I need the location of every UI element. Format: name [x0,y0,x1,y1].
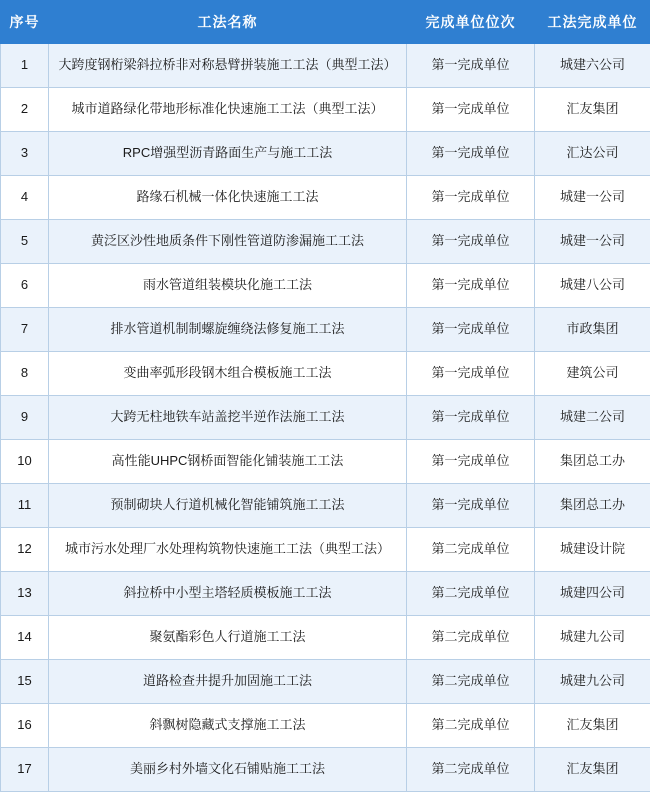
cell-name: RPC增强型沥青路面生产与施工工法 [49,132,407,176]
cell-rank: 第一完成单位 [407,176,535,220]
cell-name: 变曲率弧形段钢木组合模板施工工法 [49,352,407,396]
cell-rank: 第一完成单位 [407,44,535,88]
cell-unit: 市政集团 [535,308,650,352]
cell-seq: 11 [1,484,49,528]
cell-rank: 第二完成单位 [407,572,535,616]
cell-name: 道路检查井提升加固施工工法 [49,660,407,704]
table-row [1,396,650,440]
cell-rank: 第一完成单位 [407,440,535,484]
cell-unit: 城建一公司 [535,220,650,264]
cell-unit: 城建二公司 [535,396,650,440]
table-row [1,704,650,748]
cell-seq: 7 [1,308,49,352]
cell-rank: 第二完成单位 [407,616,535,660]
cell-rank: 第一完成单位 [407,264,535,308]
cell-name: 斜拉桥中小型主塔轻质模板施工工法 [49,572,407,616]
cell-seq: 3 [1,132,49,176]
cell-seq: 5 [1,220,49,264]
cell-rank: 第二完成单位 [407,660,535,704]
table-row [1,440,650,484]
cell-seq: 2 [1,88,49,132]
table-row [1,176,650,220]
cell-unit: 汇达公司 [535,132,650,176]
cell-unit: 城建九公司 [535,660,650,704]
cell-seq: 16 [1,704,49,748]
column-header-seq: 序号 [1,1,49,44]
cell-name: 聚氨酯彩色人行道施工工法 [49,616,407,660]
column-header-name: 工法名称 [49,1,407,44]
cell-unit: 集团总工办 [535,440,650,484]
cell-name: 预制砌块人行道机械化智能铺筑施工工法 [49,484,407,528]
cell-seq: 14 [1,616,49,660]
table-row [1,660,650,704]
cell-rank: 第一完成单位 [407,352,535,396]
cell-name: 黄泛区沙性地质条件下刚性管道防渗漏施工工法 [49,220,407,264]
cell-name: 城市道路绿化带地形标准化快速施工工法（典型工法） [49,88,407,132]
cell-unit: 汇友集团 [535,748,650,792]
cell-rank: 第一完成单位 [407,484,535,528]
cell-unit: 城建设计院 [535,528,650,572]
column-header-unit: 工法完成单位 [535,1,650,44]
header-row [1,1,650,44]
cell-seq: 10 [1,440,49,484]
cell-seq: 13 [1,572,49,616]
cell-unit: 城建六公司 [535,44,650,88]
cell-seq: 12 [1,528,49,572]
cell-seq: 17 [1,748,49,792]
cell-unit: 城建四公司 [535,572,650,616]
table-row [1,748,650,792]
cell-unit: 城建九公司 [535,616,650,660]
column-header-rank: 完成单位位次 [407,1,535,44]
cell-name: 美丽乡村外墙文化石铺贴施工工法 [49,748,407,792]
cell-unit: 建筑公司 [535,352,650,396]
cell-seq: 1 [1,44,49,88]
cell-rank: 第一完成单位 [407,308,535,352]
cell-rank: 第二完成单位 [407,748,535,792]
table-row [1,616,650,660]
cell-name: 城市污水处理厂水处理构筑物快速施工工法（典型工法） [49,528,407,572]
table-row [1,220,650,264]
table-row [1,352,650,396]
table-row [1,484,650,528]
cell-seq: 6 [1,264,49,308]
cell-name: 大跨无柱地铁车站盖挖半逆作法施工工法 [49,396,407,440]
table-row [1,308,650,352]
cell-name: 高性能UHPC钢桥面智能化铺装施工工法 [49,440,407,484]
cell-seq: 9 [1,396,49,440]
cell-seq: 8 [1,352,49,396]
cell-rank: 第一完成单位 [407,88,535,132]
cell-name: 排水管道机制制螺旋缠绕法修复施工工法 [49,308,407,352]
cell-name: 大跨度钢桁梁斜拉桥非对称悬臂拼装施工工法（典型工法） [49,44,407,88]
table-row [1,264,650,308]
table-row [1,528,650,572]
cell-unit: 城建一公司 [535,176,650,220]
table-header [1,1,650,44]
cell-seq: 4 [1,176,49,220]
cell-rank: 第一完成单位 [407,132,535,176]
cell-unit: 汇友集团 [535,704,650,748]
cell-rank: 第一完成单位 [407,396,535,440]
table-row [1,88,650,132]
cell-seq: 15 [1,660,49,704]
table-row [1,572,650,616]
cell-rank: 第一完成单位 [407,220,535,264]
cell-unit: 集团总工办 [535,484,650,528]
cell-unit: 城建八公司 [535,264,650,308]
table-row [1,44,650,88]
cell-name: 雨水管道组装模块化施工工法 [49,264,407,308]
cell-unit: 汇友集团 [535,88,650,132]
table-body [1,44,650,792]
cell-rank: 第二完成单位 [407,704,535,748]
cell-rank: 第二完成单位 [407,528,535,572]
cell-name: 路缘石机械一体化快速施工工法 [49,176,407,220]
table-row [1,132,650,176]
cell-name: 斜飘树隐藏式支撑施工工法 [49,704,407,748]
